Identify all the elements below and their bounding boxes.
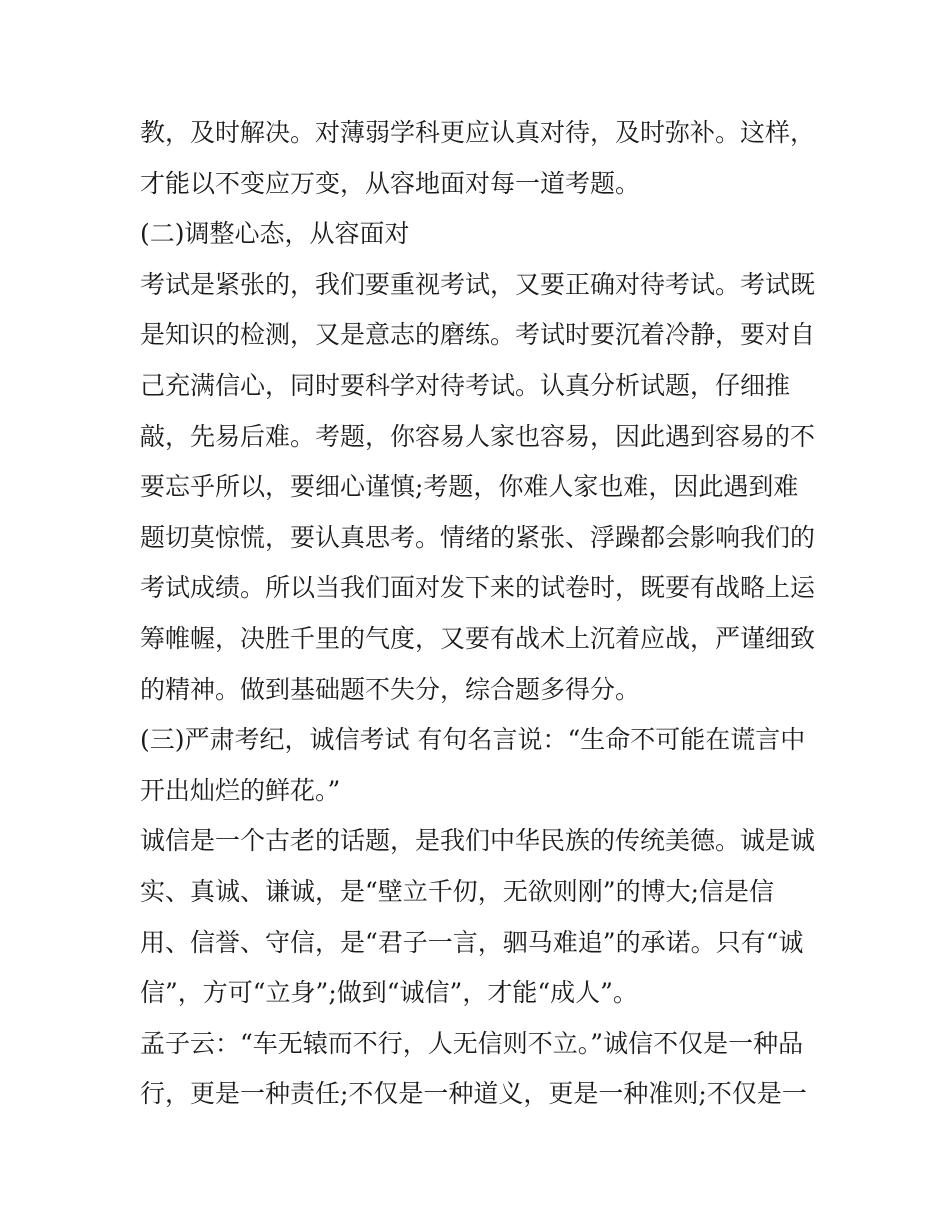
text-line: 行，更是一种责任;不仅是一种道义，更是一种准则;不仅是一 — [140, 1079, 807, 1109]
text-line: 考试成绩。所以当我们面对发下来的试卷时，既要有战略上运 — [140, 573, 816, 603]
section-heading-2: (二)调整心态，从容面对 — [140, 219, 410, 249]
text-line: 才能以不变应万变，从容地面对每一道考题。 — [140, 168, 641, 198]
text-line: 考试是紧张的，我们要重视考试，又要正确对待考试。考试既 — [140, 269, 816, 299]
section-heading-3: (三)严肃考纪，诚信考试 有句名言说：“生命不可能在谎言中 — [140, 725, 806, 755]
text-line: 是知识的检测，又是意志的磨练。考试时要沉着冷静，要对自 — [140, 320, 816, 350]
text-line: 的精神。做到基础题不失分，综合题多得分。 — [140, 674, 641, 704]
text-line: 题切莫惊慌，要认真思考。情绪的紧张、浮躁都会影响我们的 — [140, 522, 816, 552]
text-line: 要忘乎所以，要细心谨慎;考题，你难人家也难，因此遇到难 — [140, 472, 799, 502]
text-line: 诚信是一个古老的话题，是我们中华民族的传统美德。诚是诚 — [140, 826, 816, 856]
document-body — [140, 108, 820, 1120]
text-line: 孟子云：“车无辕而不行，人无信则不立。”诚信不仅是一种品 — [140, 1028, 804, 1058]
text-line: 己充满信心，同时要科学对待考试。认真分析试题，仔细推 — [140, 370, 791, 400]
text-line: 敲，先易后难。考题，你容易人家也容易，因此遇到容易的不 — [140, 421, 816, 451]
text-line: 用、信誉、守信，是“君子一言，驷马难追”的承诺。只有“诚 — [140, 927, 804, 957]
text-line: 教，及时解决。对薄弱学科更应认真对待，及时弥补。这样， — [140, 118, 816, 147]
text-line: 筹帷幄，决胜千里的气度，又要有战术上沉着应战，严谨细致 — [140, 623, 816, 653]
text-line: 开出灿烂的鲜花。” — [140, 775, 341, 805]
text-line: 信”，方可“立身”;做到“诚信”，才能“成人”。 — [140, 978, 638, 1008]
text-line: 实、真诚、谦诚，是“壁立千仞，无欲则刚”的博大;信是信 — [140, 876, 774, 906]
